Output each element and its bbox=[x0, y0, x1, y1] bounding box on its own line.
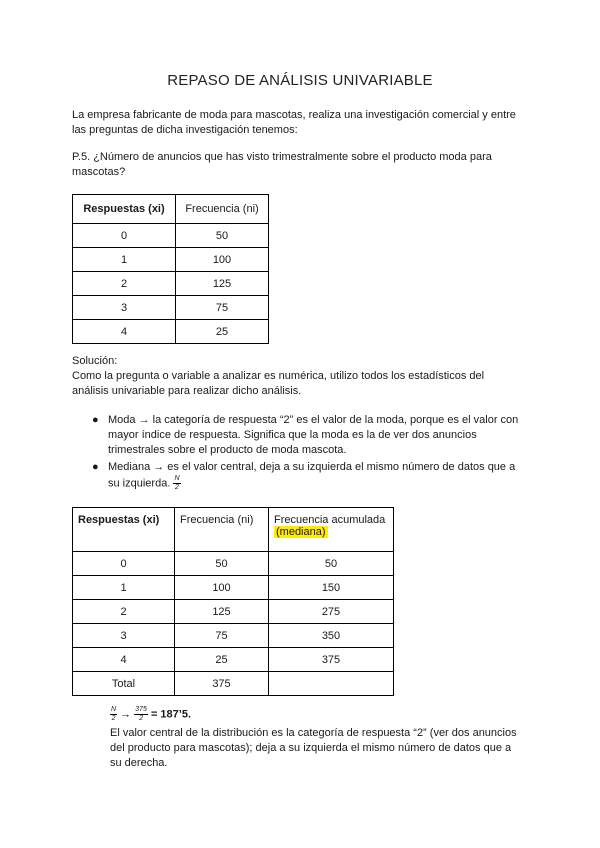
table-cell: 375 bbox=[175, 672, 269, 696]
table-cell: 375 bbox=[269, 648, 394, 672]
table2-header-responses: Respuestas (xi) bbox=[73, 508, 175, 552]
table-row bbox=[73, 576, 394, 600]
table2-header-cumulative bbox=[269, 508, 394, 552]
question-line-1: P.5. ¿Número de anuncios que has visto trimestralmente sobre el producto moda para bbox=[72, 151, 492, 163]
table-row bbox=[73, 320, 269, 344]
table-cell: 75 bbox=[175, 624, 269, 648]
solution-paragraph bbox=[72, 354, 532, 399]
median-formula bbox=[110, 706, 191, 723]
table-cell bbox=[269, 672, 394, 696]
table-cell: 100 bbox=[176, 248, 269, 272]
fraction-numerator: 375 bbox=[135, 706, 147, 713]
question-line-2: mascotas? bbox=[72, 166, 126, 178]
table-cell: 25 bbox=[176, 320, 269, 344]
solution-line-1: Como la pregunta o variable a analizar es numérica, utilizo todos los estadísticos del bbox=[72, 370, 485, 382]
table-row bbox=[73, 552, 394, 576]
fraction-denominator: 2 bbox=[139, 715, 143, 722]
table-row bbox=[73, 296, 269, 320]
solution-line-2: análisis univariable para realizar dicho análisis. bbox=[72, 385, 302, 397]
table-cell: 1 bbox=[73, 248, 176, 272]
moda-line-2: mayor índice de respuesta. Significa que la moda es la de ver dos anuncios bbox=[108, 429, 477, 441]
table-cell: 3 bbox=[73, 296, 176, 320]
list-item-moda bbox=[92, 413, 532, 458]
table-cell: 2 bbox=[73, 600, 175, 624]
fraction-denominator: 2 bbox=[111, 715, 116, 722]
table-cell: 125 bbox=[175, 600, 269, 624]
table1-header-frequency: Frecuencia (ni) bbox=[176, 195, 269, 224]
intro-line-2: las preguntas de dicha investigación tenemos: bbox=[72, 124, 298, 136]
list-item-mediana bbox=[92, 460, 532, 492]
table-cell: 4 bbox=[73, 648, 175, 672]
statistics-list bbox=[92, 413, 532, 494]
question-paragraph bbox=[72, 150, 532, 180]
table-row bbox=[73, 600, 394, 624]
table-row bbox=[73, 248, 269, 272]
cumulative-header-label: Frecuencia acumulada bbox=[274, 514, 386, 526]
fraction-denominator: 2 bbox=[175, 484, 179, 491]
table-cell: 275 bbox=[269, 600, 394, 624]
table-row bbox=[73, 224, 269, 248]
intro-paragraph bbox=[72, 108, 532, 138]
table-cell: 50 bbox=[175, 552, 269, 576]
table-cell: 125 bbox=[176, 272, 269, 296]
mediana-line-2: su izquierda. bbox=[108, 477, 171, 490]
median-highlight: (mediana) bbox=[276, 526, 326, 538]
conclusion-line-3: su derecha. bbox=[110, 757, 168, 769]
table1-header-responses: Respuestas (xi) bbox=[73, 195, 176, 224]
table-row bbox=[73, 272, 269, 296]
table-cell: 150 bbox=[269, 576, 394, 600]
table-cell: 25 bbox=[175, 648, 269, 672]
table-cell: Total bbox=[73, 672, 175, 696]
n-over-2-fraction bbox=[110, 706, 117, 723]
fraction-numerator: N bbox=[174, 475, 180, 482]
conclusion-line-1: El valor central de la distribución es la categoría de respuesta “2” (ver dos anuncios bbox=[110, 727, 517, 739]
table-cell: 0 bbox=[73, 224, 176, 248]
table2-header-frequency: Frecuencia (ni) bbox=[175, 508, 269, 552]
table-cell: 50 bbox=[176, 224, 269, 248]
table-cell: 4 bbox=[73, 320, 176, 344]
table-row-total bbox=[73, 672, 394, 696]
frequency-table bbox=[72, 194, 269, 344]
table-row bbox=[73, 648, 394, 672]
table-cell: 1 bbox=[73, 576, 175, 600]
conclusion-paragraph bbox=[110, 726, 540, 771]
table-row bbox=[73, 624, 394, 648]
fraction-numerator: N bbox=[111, 706, 117, 713]
table-cell: 0 bbox=[73, 552, 175, 576]
bullet-icon: ● bbox=[92, 461, 99, 473]
table-cell: 100 bbox=[175, 576, 269, 600]
moda-line-1: Moda → la categoría de respuesta “2” es el valor de la moda, porque es el valor con bbox=[108, 414, 519, 426]
cumulative-frequency-table bbox=[72, 507, 394, 696]
table-cell: 2 bbox=[73, 272, 176, 296]
375-over-2-fraction bbox=[134, 706, 148, 723]
mediana-line-2-wrap bbox=[108, 475, 532, 492]
arrow-symbol: → bbox=[120, 708, 132, 721]
table-cell: 3 bbox=[73, 624, 175, 648]
table-cell: 350 bbox=[269, 624, 394, 648]
formula-result: = 187’5. bbox=[150, 708, 192, 721]
intro-line-1: La empresa fabricante de moda para mascotas, realiza una investigación comercial y entre bbox=[72, 109, 516, 121]
n-over-2-fraction bbox=[173, 475, 180, 492]
table-cell: 50 bbox=[269, 552, 394, 576]
conclusion-line-2: del producto para mascotas); deja a su izquierda el mismo número de datos que a bbox=[110, 742, 512, 754]
moda-line-3: trimestrales sobre el producto de moda mascota. bbox=[108, 444, 347, 456]
page-title: REPASO DE ANÁLISIS UNIVARIABLE bbox=[167, 72, 433, 89]
mediana-line-1: Mediana → es el valor central, deja a su izquierda el mismo número de datos que a bbox=[108, 461, 516, 473]
table-cell: 75 bbox=[176, 296, 269, 320]
bullet-icon: ● bbox=[92, 414, 99, 426]
solution-label: Solución: bbox=[72, 355, 118, 367]
